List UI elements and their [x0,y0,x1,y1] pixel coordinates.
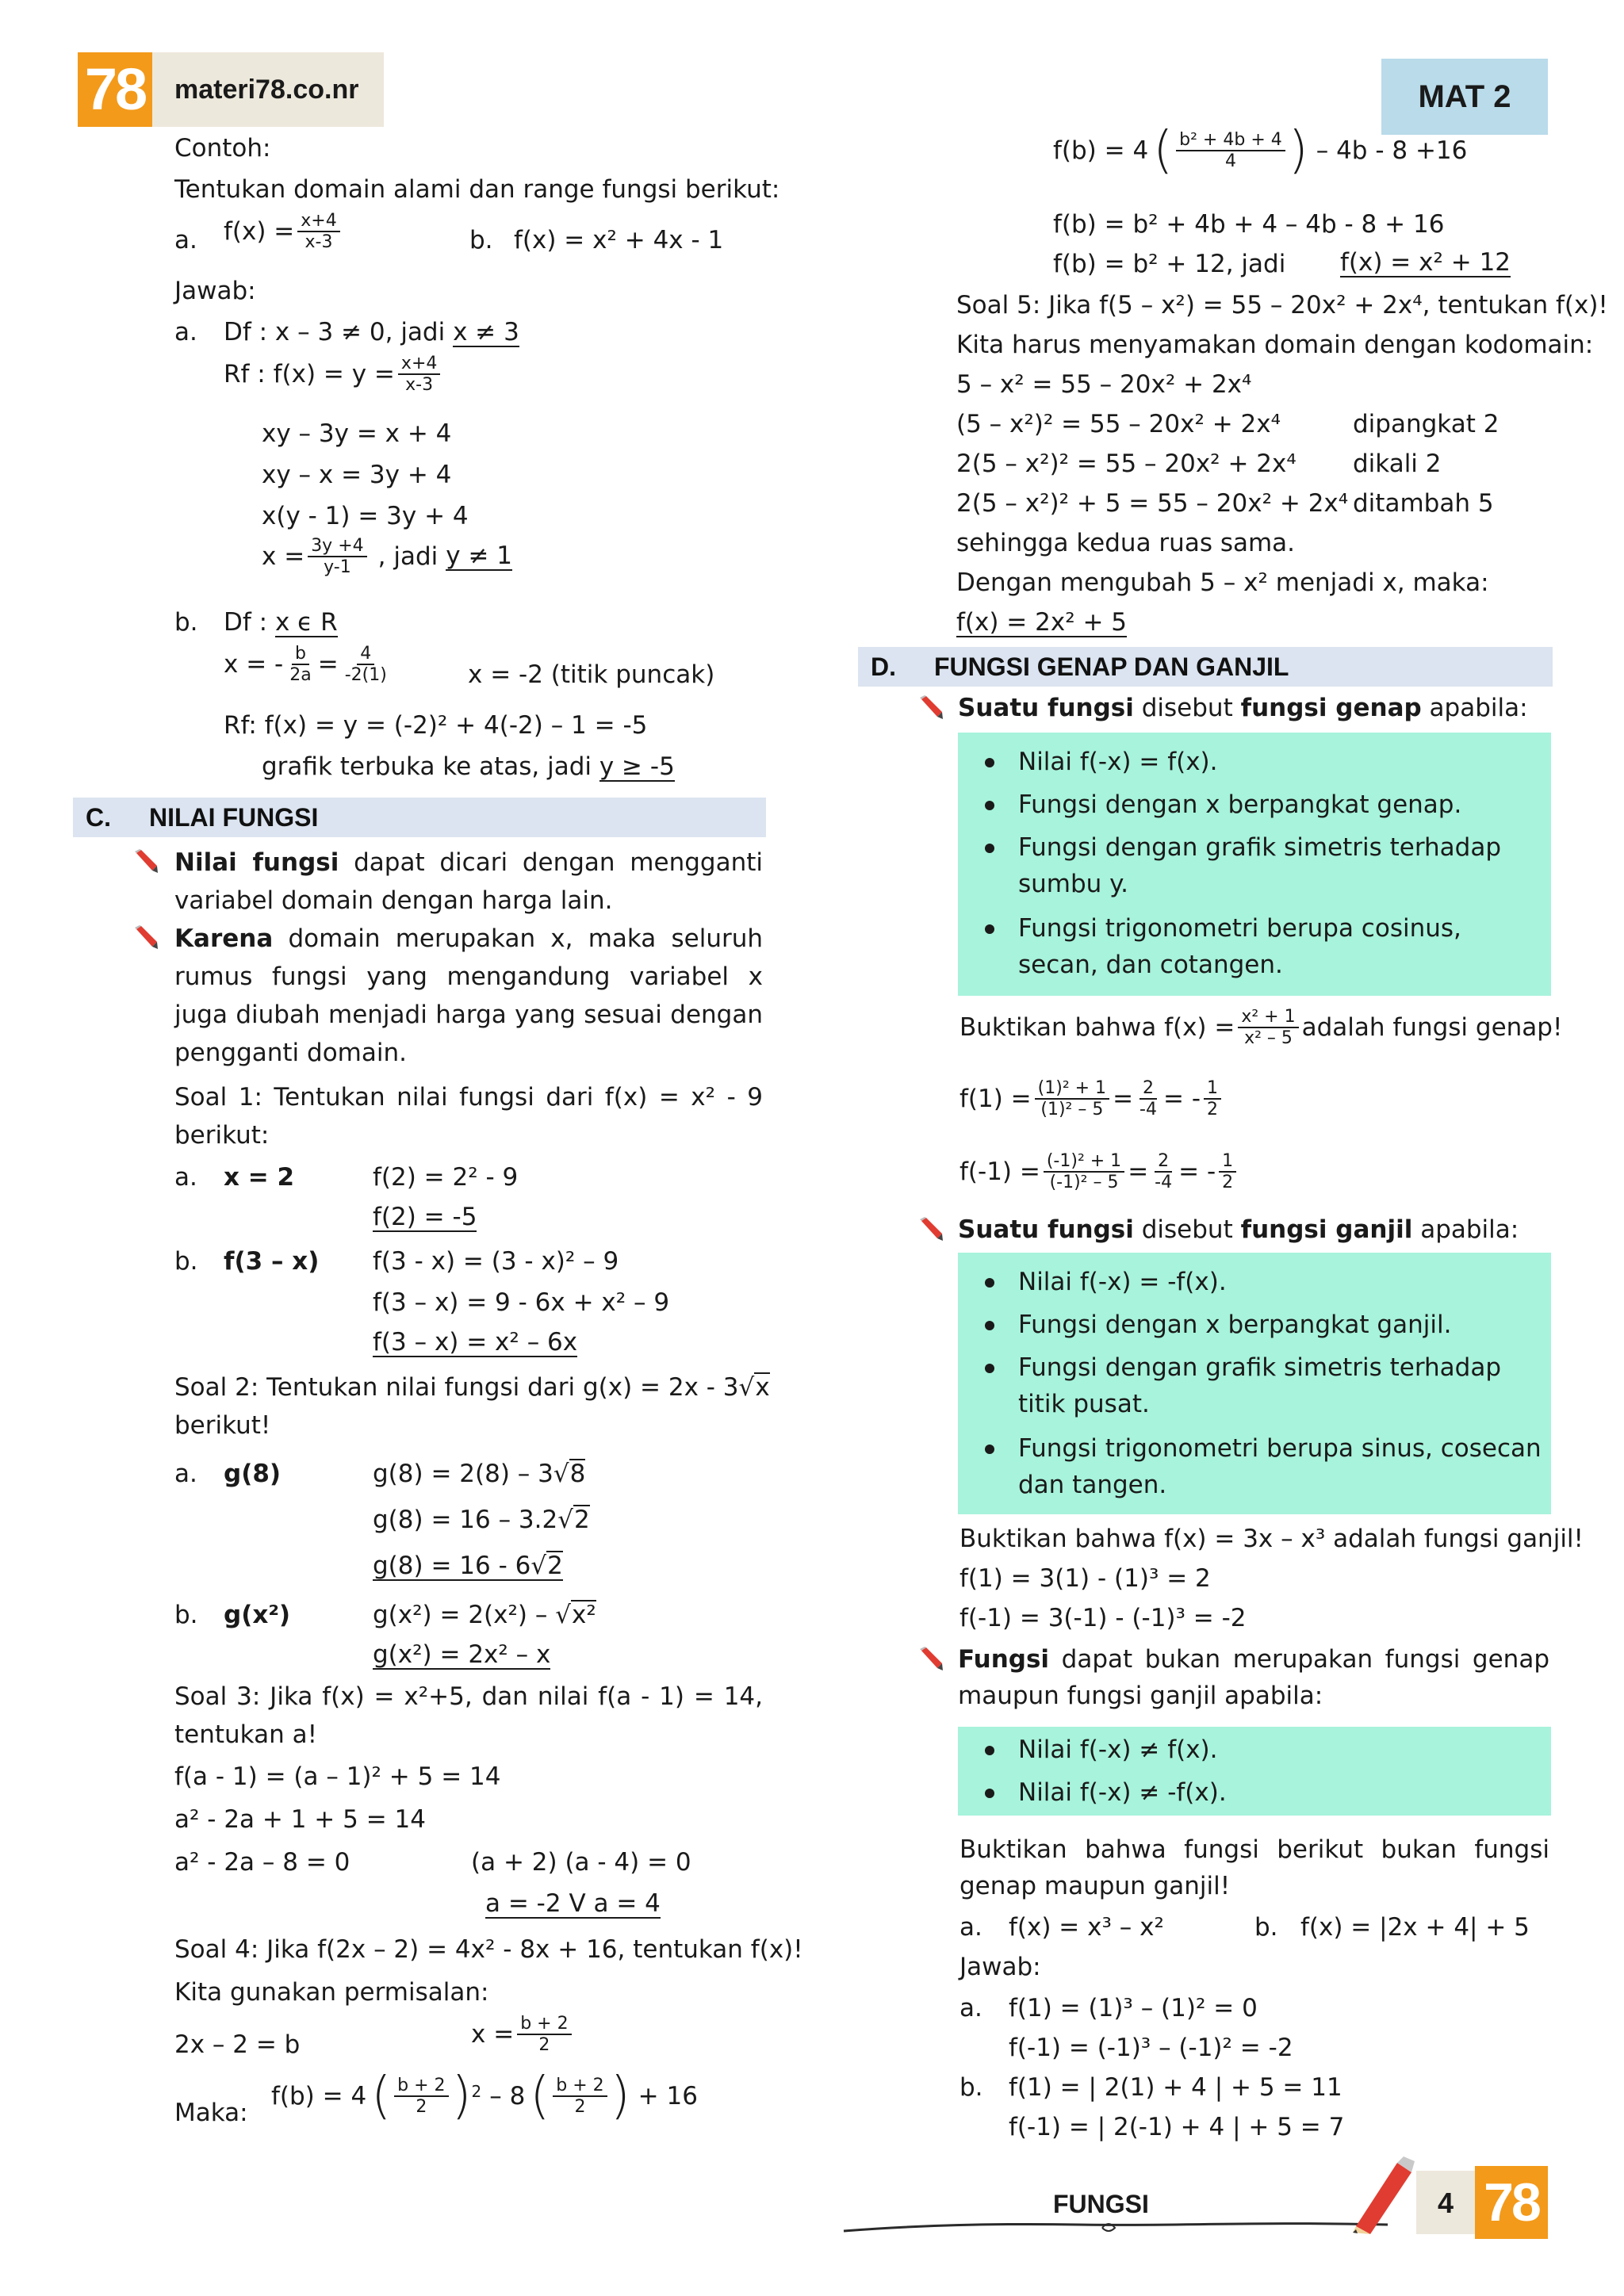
pencil-icon [1348,2155,1419,2234]
soal-1a-step: f(2) = 2² - 9 [373,1163,519,1192]
soal-1b-result: f(3 – x) = x² – 6x [373,1328,578,1357]
list-item: Fungsi dengan grafik simetris terhadap [1018,1353,1502,1382]
soal-2a-step: g(8) = 2(8) – 3√8 [373,1460,586,1488]
item-label-a: a. [174,318,197,346]
step-line: xy – 3y = x + 4 [262,419,452,448]
step-connector: , jadi [377,541,439,571]
soal-5-result: f(x) = 2x² + 5 [956,608,1128,637]
left-paren: ( [1153,121,1174,180]
vertex-result: x = -2 (titik puncak) [468,660,715,689]
paragraph-text: dapat dicari dengan mengganti variabel domain dengan harga lain. [174,848,763,915]
denominator: -4 [1155,1173,1173,1193]
list-item-continued: secan, dan cotangen. [1018,951,1283,979]
range-a [224,354,443,396]
pencil-icon [918,1646,944,1671]
question-a-lhs: f(x) = [224,216,295,246]
ganjil-proof-question: Buktikan bahwa f(x) = 3x – x³ adalah fungsi ganjil! [959,1525,1584,1553]
question-text: Buktikan bahwa f(x) = [959,1012,1235,1042]
numerator: 2 [1155,1151,1172,1173]
radicand: 8 [569,1460,586,1488]
section-letter: C. [86,803,111,832]
radical: √x [738,1373,770,1402]
numerator: 1 [1204,1078,1221,1100]
step-lhs: x = [262,541,305,571]
soal-5-step: 2(5 – x²)² + 5 = 55 – 20x² + 2x⁴ [956,489,1349,518]
numerator: (1)² + 1 [1035,1078,1109,1100]
range-a-result: y ≠ 1 [446,541,513,571]
genap-definition [958,693,1528,724]
soal-4-fb [271,2066,698,2126]
radicand: 2 [547,1552,563,1580]
range-b-conclusion-text: grafik terbuka ke atas, jadi [262,752,592,781]
fraction [297,211,339,253]
list-item: Fungsi dengan x berpangkat genap. [1018,790,1462,819]
radicand: x [755,1373,770,1402]
exponent: 2 [471,2082,482,2101]
domain-b-text: Df : [224,608,268,637]
left-paren: ( [530,2066,550,2126]
denominator: 2 [416,2097,427,2118]
neither-answer-step: f(-1) = | 2(-1) + 4 | + 5 = 7 [1009,2113,1345,2141]
fraction [1238,1007,1298,1049]
fb-mid: – 8 [489,2081,526,2110]
list-item: Nilai f(-x) = f(x). [1018,748,1218,776]
fraction [342,644,390,686]
numerator: x+4 [297,211,339,232]
fraction [1044,1151,1124,1193]
soal-2a-result: g(8) = 16 - 6√2 [373,1552,563,1580]
section-title: NILAI FUNGSI [149,803,319,832]
section-letter: D. [871,652,896,681]
item-label-b: b. [1254,1913,1278,1942]
numerator: 1 [1219,1151,1236,1173]
left-paren: ( [371,2066,392,2126]
soal-5-step: 2(5 – x²)² = 55 – 20x² + 2x⁴ [956,450,1297,478]
item-label-b: b. [174,1247,198,1276]
range-b: Rf: f(x) = y = (-2)² + 4(-2) – 1 = -5 [224,711,648,740]
radicand: x² [571,1601,596,1629]
neither-answer-step: f(1) = | 2(1) + 4 | + 5 = 11 [1009,2073,1342,2102]
genap-proof-question [959,1007,1562,1049]
soal-3: Soal 3: Jika f(x) = x²+5, dan nilai f(a - 1) = 14, tentukan a! [174,1682,763,1749]
denominator: 2 [1222,1173,1234,1193]
question-text: adalah fungsi genap! [1301,1012,1563,1042]
equals-sign: = - [1178,1157,1216,1186]
soal-5-note: ditambah 5 [1353,489,1494,518]
numerator: b + 2 [394,2076,448,2097]
soal-1b-step: f(3 - x) = (3 - x)² – 9 [373,1247,619,1276]
list-item: Nilai f(-x) ≠ -f(x). [1018,1778,1227,1807]
range-a-lhs: Rf : f(x) = y = [224,359,395,388]
page-number-box [1416,2171,1475,2234]
fraction [398,354,440,396]
fraction [1176,130,1285,172]
section-title: FUNGSI GENAP DAN GANJIL [934,652,1289,681]
jawab-label: Jawab: [174,277,256,305]
bold-text: fungsi ganjil [1240,1215,1413,1244]
paragraph-bold: Karena [174,924,274,953]
list-item: Nilai f(-x) ≠ f(x). [1018,1735,1218,1764]
paragraph-text: domain merupakan x, maka seluruh rumus fungsi yang mengandung variabel x juga diubah menjadi harga yang sesuai dengan pengganti domain. [174,924,763,1067]
text: apabila: [1421,694,1528,722]
soal-4-result: f(x) = x² + 12 [1340,248,1511,277]
item-label-b: b. [174,608,198,637]
soal-3-factor: (a + 2) (a - 4) = 0 [471,1848,691,1877]
pencil-icon [918,1216,944,1242]
soal-2b-result: g(x²) = 2x² – x [373,1640,551,1669]
neither-question-b: f(x) = |2x + 4| + 5 [1300,1913,1530,1942]
bold-text: Suatu fungsi [958,1215,1134,1244]
header-logo [78,52,152,127]
neither-answer-step: f(-1) = (-1)³ – (-1)² = -2 [1009,2034,1293,2062]
bold-text: fungsi genap [1240,694,1422,722]
pencil-icon [133,848,159,874]
soal-2-tail: berikut! [174,1411,271,1440]
pencil-icon [133,924,159,950]
fb-step: f(b) = b² + 12, jadi [1053,250,1286,278]
range-b-result: y ≥ -5 [599,752,675,781]
soal-5-step: sehingga kedua ruas sama. [956,529,1296,557]
proof-lhs: f(-1) = [959,1157,1040,1186]
genap-proof-f1 [959,1078,1224,1120]
jawab-label: Jawab: [959,1953,1041,1981]
vertex-line [224,644,393,686]
list-item: Fungsi trigonometri berupa cosinus, [1018,914,1461,943]
soal-5-step: (5 – x²)² = 55 – 20x² + 2x⁴ [956,410,1281,438]
proof-lhs: f(1) = [959,1084,1032,1113]
soal-2b-variable: g(x²) [224,1601,291,1629]
text: disebut [1133,694,1241,722]
item-label-a: a. [174,1163,197,1192]
numerator: b + 2 [553,2076,607,2097]
numerator: (-1)² + 1 [1044,1151,1124,1173]
fraction [553,2076,607,2118]
text: apabila: [1412,1215,1519,1244]
soal-5-note: dipangkat 2 [1353,410,1500,438]
fraction [1204,1078,1221,1120]
numerator: x+4 [398,354,440,375]
equals-sign: = [1113,1084,1134,1113]
numerator: x² + 1 [1238,1007,1298,1028]
footer-title: FUNGSI [1053,2190,1149,2218]
soal-3-step: f(a - 1) = (a – 1)² + 5 = 14 [174,1762,501,1791]
item-label-a: a. [174,226,197,254]
soal-1b-variable: f(3 – x) [224,1247,320,1276]
step-text: g(8) = 2(8) – 3 [373,1460,553,1488]
denominator: y-1 [324,557,351,578]
soal-3-step: a² - 2a – 8 = 0 [174,1848,350,1877]
fraction [394,2076,448,2118]
domain-a [224,317,519,348]
question-a [224,211,343,253]
denominator: (1)² – 5 [1040,1100,1104,1120]
list-item-continued: sumbu y. [1018,870,1128,898]
neither-proof-question: Buktikan bahwa fungsi berikut bukan fungsi genap maupun ganjil! [959,1835,1549,1900]
domain-a-result: x ≠ 3 [453,318,519,346]
denominator: 2 [1207,1100,1218,1120]
soal-2 [174,1368,770,1445]
fraction [1035,1078,1109,1120]
text: dapat bukan merupakan fungsi genap maupun fungsi ganjil apabila: [958,1645,1549,1710]
equals-sign: = [317,649,339,679]
subject-badge [1381,59,1548,135]
denominator: -2(1) [344,665,387,686]
soal-4-x [471,2014,575,2056]
item-label-a: a. [959,1994,982,2022]
soal-2-lead: Soal 2: Tentukan nilai fungsi dari g(x) = 2x - 3 [174,1373,739,1402]
paragraph-karena [174,920,763,1072]
neither-question-a: f(x) = x³ – x² [1009,1913,1164,1942]
page-number: 4 [1437,2186,1454,2219]
contoh-label: Contoh: [174,134,271,163]
footer-logo-text: 78 [1484,2172,1539,2233]
item-label-b: b. [469,226,493,254]
paragraph-bold: Nilai fungsi [174,848,339,877]
fraction [1219,1151,1236,1193]
ganjil-proof-step: f(-1) = 3(-1) - (-1)³ = -2 [959,1604,1247,1632]
list-item-continued: dan tangen. [1018,1471,1167,1499]
logo-text: 78 [84,55,146,122]
soal-5-step: Kita harus menyamakan domain dengan kodomain: [956,331,1594,359]
fb-rest: – 4b - 8 +16 [1316,136,1468,165]
numerator: b + 2 [517,2014,571,2035]
step-line: xy – x = 3y + 4 [262,461,452,489]
soal-5-step: 5 – x² = 55 – 20x² + 2x⁴ [956,370,1252,399]
soal-3-result: a = -2 V a = 4 [485,1889,661,1918]
list-item: Fungsi trigonometri berupa sinus, cosecan [1018,1434,1542,1463]
soal-2b-step: g(x²) = 2(x²) – √x² [373,1601,596,1629]
numerator: 3y +4 [308,536,366,557]
fb-lhs: f(b) = 4 [1053,136,1149,165]
list-item: Fungsi dengan grafik simetris terhadap [1018,833,1502,862]
ganjil-definition [958,1215,1519,1246]
vertex-lhs: x = - [224,649,284,679]
step-line [262,536,512,578]
radicand: 2 [574,1506,590,1534]
fraction [308,536,366,578]
bold-text: Suatu fungsi [958,694,1134,722]
denominator: (-1)² – 5 [1049,1173,1119,1193]
ganjil-proof-step: f(1) = 3(1) - (1)³ = 2 [959,1564,1211,1593]
maka-label: Maka: [174,2099,248,2127]
denominator: -4 [1139,1100,1157,1120]
equals-sign: = [1128,1157,1149,1186]
list-item: Nilai f(-x) = -f(x). [1018,1268,1227,1296]
step-line: x(y - 1) = 3y + 4 [262,502,469,530]
soal-2a-variable: g(8) [224,1460,282,1488]
soal-5-note: dikali 2 [1353,450,1442,478]
denominator: 2 [538,2035,550,2056]
range-b-conclusion [262,752,675,783]
denominator: x² – 5 [1244,1028,1293,1049]
denominator: x-3 [304,232,333,253]
soal-4-step: Kita gunakan permisalan: [174,1978,489,2007]
soal-3-step: a² - 2a + 1 + 5 = 14 [174,1805,426,1834]
soal-4-x-lhs: x = [471,2019,515,2049]
question-b: f(x) = x² + 4x - 1 [514,226,724,254]
soal-5-step: Dengan mengubah 5 – x² menjadi x, maka: [956,568,1489,597]
pencil-icon [918,695,944,720]
step-text: g(x²) = 2(x²) – [373,1601,556,1629]
domain-b [224,607,338,638]
soal-4: Soal 4: Jika f(2x – 2) = 4x² - 8x + 16, tentukan f(x)! [174,1935,803,1964]
denominator: x-3 [405,375,434,396]
denominator: 2a [289,665,312,686]
soal-5: Soal 5: Jika f(5 – x²) = 55 – 20x² + 2x⁴, tentukan f(x)! [956,291,1608,320]
numerator: b [292,644,309,665]
domain-a-text: Df : x – 3 ≠ 0, jadi [224,318,446,346]
numerator: 2 [1139,1078,1157,1100]
list-item-continued: titik pusat. [1018,1390,1150,1418]
fraction [1151,1151,1175,1193]
list-item: Fungsi dengan x berpangkat ganjil. [1018,1311,1452,1339]
domain-b-result: x ϵ R [274,608,338,637]
fraction [1136,1078,1160,1120]
contoh-question: Tentukan domain alami dan range fungsi berikut: [174,175,780,204]
right-paren: ) [1288,121,1308,180]
fraction [286,644,314,686]
step-text: g(8) = 16 - 6 [373,1552,531,1580]
numerator: b² + 4b + 4 [1176,130,1285,151]
fb-expansion [1053,121,1468,180]
step-text: g(8) = 16 – 3.2 [373,1506,558,1534]
neither-definition [958,1641,1549,1714]
item-label-b: b. [174,1601,198,1629]
denominator: 4 [1224,151,1236,172]
right-paren: ) [451,2066,472,2126]
section-d-header [858,647,1553,687]
text: disebut [1133,1215,1241,1244]
subject-badge-text: MAT 2 [1418,79,1511,114]
genap-proof-fneg1 [959,1151,1239,1193]
fb-step: f(b) = b² + 4b + 4 – 4b - 8 + 16 [1053,210,1445,239]
soal-1a-result: f(2) = -5 [373,1203,477,1231]
soal-2a-step: g(8) = 16 – 3.2√2 [373,1506,590,1534]
site-banner [152,52,384,127]
bold-text: Fungsi [958,1645,1050,1674]
item-label-a: a. [174,1460,197,1488]
denominator: 2 [574,2097,586,2118]
equals-sign: = - [1162,1084,1201,1113]
paragraph-nilai-fungsi [174,844,763,920]
soal-1: Soal 1: Tentukan nilai fungsi dari f(x) = x² - 9 berikut: [174,1083,763,1150]
site-name: materi78.co.nr [174,74,359,105]
fb-lhs: f(b) = 4 [271,2081,367,2110]
neither-answer-step: f(1) = (1)³ – (1)² = 0 [1009,1994,1258,2022]
footer-logo [1475,2166,1548,2239]
fraction [517,2014,571,2056]
section-c-header [73,798,766,837]
fb-end: + 16 [638,2081,698,2110]
numerator: 4 [357,644,374,665]
soal-4-step: 2x – 2 = b [174,2030,301,2059]
item-label-a: a. [959,1913,982,1942]
right-paren: ) [610,2066,630,2126]
item-label-b: b. [959,2073,983,2102]
soal-2-text [174,1368,770,1406]
soal-1b-step: f(3 – x) = 9 - 6x + x² – 9 [373,1288,670,1317]
soal-1a-variable: x = 2 [224,1163,295,1192]
